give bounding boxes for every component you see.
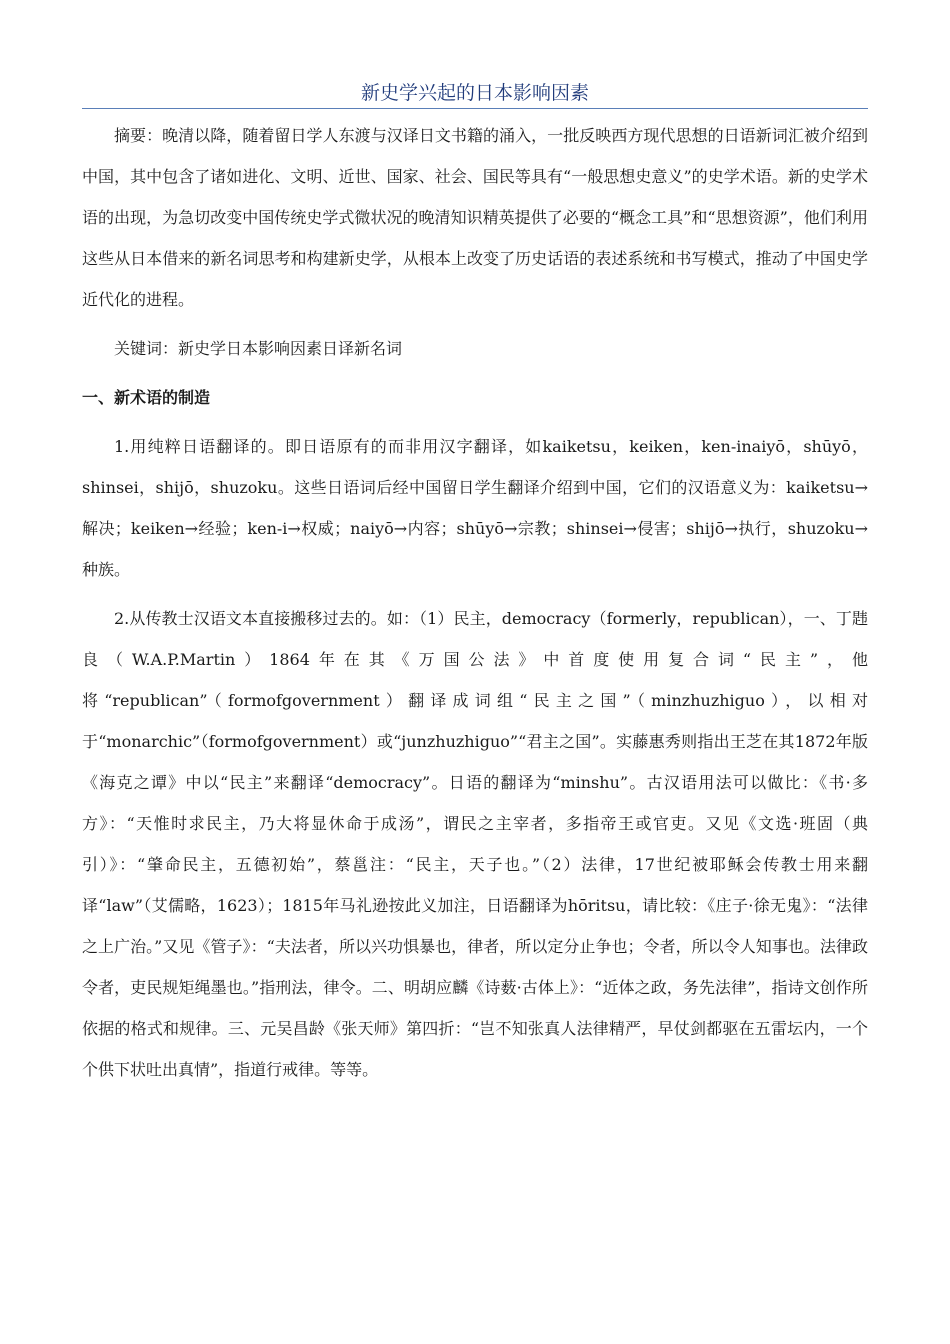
title-divider bbox=[82, 108, 868, 109]
abstract-paragraph: 摘要：晚清以降，随着留日学人东渡与汉译日文书籍的涌入，一批反映西方现代思想的日语新词汇被介绍到中国，其中包含了诸如进化、文明、近世、国家、社会、国民等具有“一般思想史意义”的史学术语。新的史学术语的出现，为急切改变中国传统史学式微状况的晚清知识精英提供了必要的“概念工具”和“思想资源”，他们利用这些从日本借来的新名词思考和构建新史学，从根本上改变了历史话语的表述系统和书写模式，推动了中国史学近代化的进程。 bbox=[82, 126, 868, 309]
body-paragraph-2: 2.从传教士汉语文本直接搬移过去的。如：（1）民主，democracy（formerly，republican），一、丁韪良（W.A.P.Martin）1864年在其《万国公法》中首度使用复合词“民主”，他将“republican”（formofgovernment）翻译成词组“民主之国”（minzhuzhiguo），以相对于“monarchic”（formofgovernment）或“junzhuzhiguo”“君主之国”。实藤惠秀则指出王芝在其1872年版《海克之谭》中以“民主”来翻译“democracy”。日语的翻译为“minshu”。古汉语用法可以做比：《书·多方》：“天惟时求民主，乃大将显休命于成汤”，谓民之主宰者，多指帝王或官吏。又见《文选·班固（典引）》：“肇命民主，五德初始”，蔡邕注：“民主，天子也。”（2）法律，17世纪被耶稣会传教士用来翻译“law”（艾儒略，1623）；1815年马礼逊按此义加注，日语翻译为hōritsu，请比较：《庄子·徐无鬼》：“法律之上广治。”又见《管子》：“夫法者，所以兴功惧暴也，律者，所以定分止争也；令者，所以令人知事也。法律政令者，吏民规矩绳墨也。”指刑法，律令。二、明胡应麟《诗薮·古体上》：“近体之政，务先法律”，指诗文创作所依据的格式和规律。三、元吴昌龄《张天师》第四折：“岂不知张真人法律精严，早仗剑都驱在五雷坛内，一个个供下状吐出真情”，指道行戒律。等等。 bbox=[82, 609, 868, 1079]
document-page bbox=[82, 78, 868, 1090]
body-paragraph-1: 1.用纯粹日语翻译的。即日语原有的而非用汉字翻译，如kaiketsu，keiken，ken-inaiyō，shūyō，shinsei，shijō，shuzoku。这些日语词后经中国留日学生翻译介绍到中国，它们的汉语意义为：kaiketsu→解决；keiken→经验；ken-i→权威；naiyō→内容；shūyō→宗教；shinsei→侵害；shijō→执行，shuzoku→种族。 bbox=[82, 437, 868, 579]
page-title: 新史学兴起的日本影响因素 bbox=[360, 82, 589, 104]
keywords-line: 关键词：新史学日本影响因素日译新名词 bbox=[114, 339, 403, 358]
section-heading: 一、新术语的制造 bbox=[82, 388, 211, 407]
